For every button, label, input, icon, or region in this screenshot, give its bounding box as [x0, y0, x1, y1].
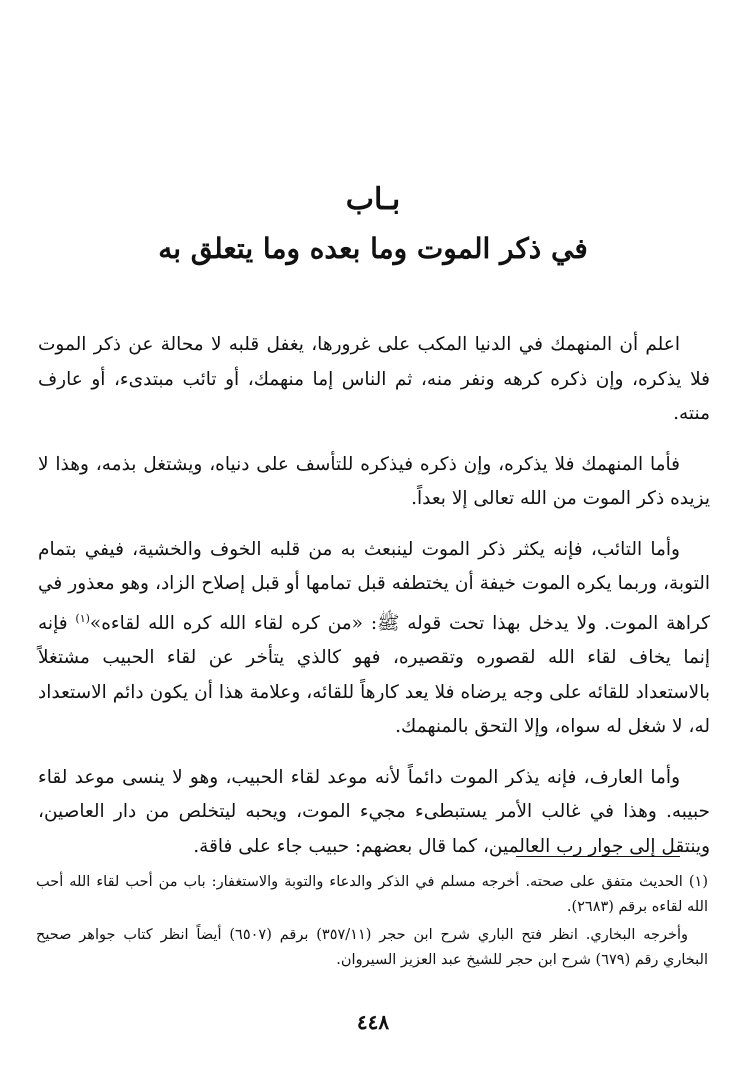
- paragraph: فأما المنهمك فلا يذكره، وإن ذكره فيذكره للتأسف على دنياه، ويشتغل بذمه، وهذا لا يزيده ذكر الموت من الله تعالى إلا بعداً.: [38, 453, 710, 509]
- paragraph: اعلم أن المنهمك في الدنيا المكب على غرورها، يغفل قلبه لا محالة عن ذكر الموت فلا يذكره، وإن ذكره كرهه ونفر منه، ثم الناس إما منهمك، أو تائب مبتدىء، أو عارف منته.: [38, 334, 710, 424]
- paragraph-part: فإنه إنما يخاف لقاء الله لقصوره وتقصيره، فهو كالذي يتأخر عن لقاء الحبيب مشتغلاً بالاستعداد للقائه على وجه يرضاه فلا يعد كارهاً للقائه، وعلامة هذا أن يكون دائم الاستعداد له، لا شغل له سواه، وإلا التحق بالمنهمك.: [38, 612, 710, 738]
- paragraph-part: وأما التائب، فإنه يكثر ذكر الموت لينبعث به من قلبه الخوف والخشية، فيفي بتمام التوبة، وربما يكره الموت خيفة أن يختطفه قبل تمامها أو قبل إصلاح الزاد، وهو معذور في كراهة الموت. ولا يدخل بهذا تحت قوله ﷺ: «من كره لقاء الله كره الله لقاءه»: [38, 538, 710, 634]
- footnotes: [36, 870, 708, 976]
- paragraph-with-footnote: [38, 533, 710, 745]
- footnote-marker: (١): [75, 611, 90, 625]
- chapter-title: بـاب: [345, 182, 401, 217]
- footnote-divider: [516, 856, 680, 857]
- footnote: (١) الحديث متفق على صحته. أخرجه مسلم في الذكر والدعاء والتوبة والاستغفار: باب من أحب لقاء الله أحب الله لقاءه برقم (٢٦٨٣).: [36, 874, 708, 915]
- page-number: ٤٤٨: [356, 1010, 390, 1034]
- paragraph: وأما العارف، فإنه يذكر الموت دائماً لأنه موعد لقاء الحبيب، وهو لا ينسى موعد لقاء حبيبه. وهذا في غالب الأمر يستبطىء مجيء الموت، ويحبه ليتخلص من دار العاصين، وينتقل إلى جوار رب العالمين، كما قال بعضهم: حبيب جاء على فاقة.: [38, 766, 710, 857]
- chapter-subtitle: في ذكر الموت وما بعده وما يتعلق به: [158, 232, 588, 265]
- footnote: وأخرجه البخاري. انظر فتح الباري شرح ابن حجر (٣٥٧/١١) برقم (٦٥٠٧) أيضاً انظر كتاب جواهر صحيح البخاري رقم (٦٧٩) شرح ابن حجر للشيخ عبد العزيز السيروان.: [36, 927, 708, 968]
- body-text: [38, 328, 710, 880]
